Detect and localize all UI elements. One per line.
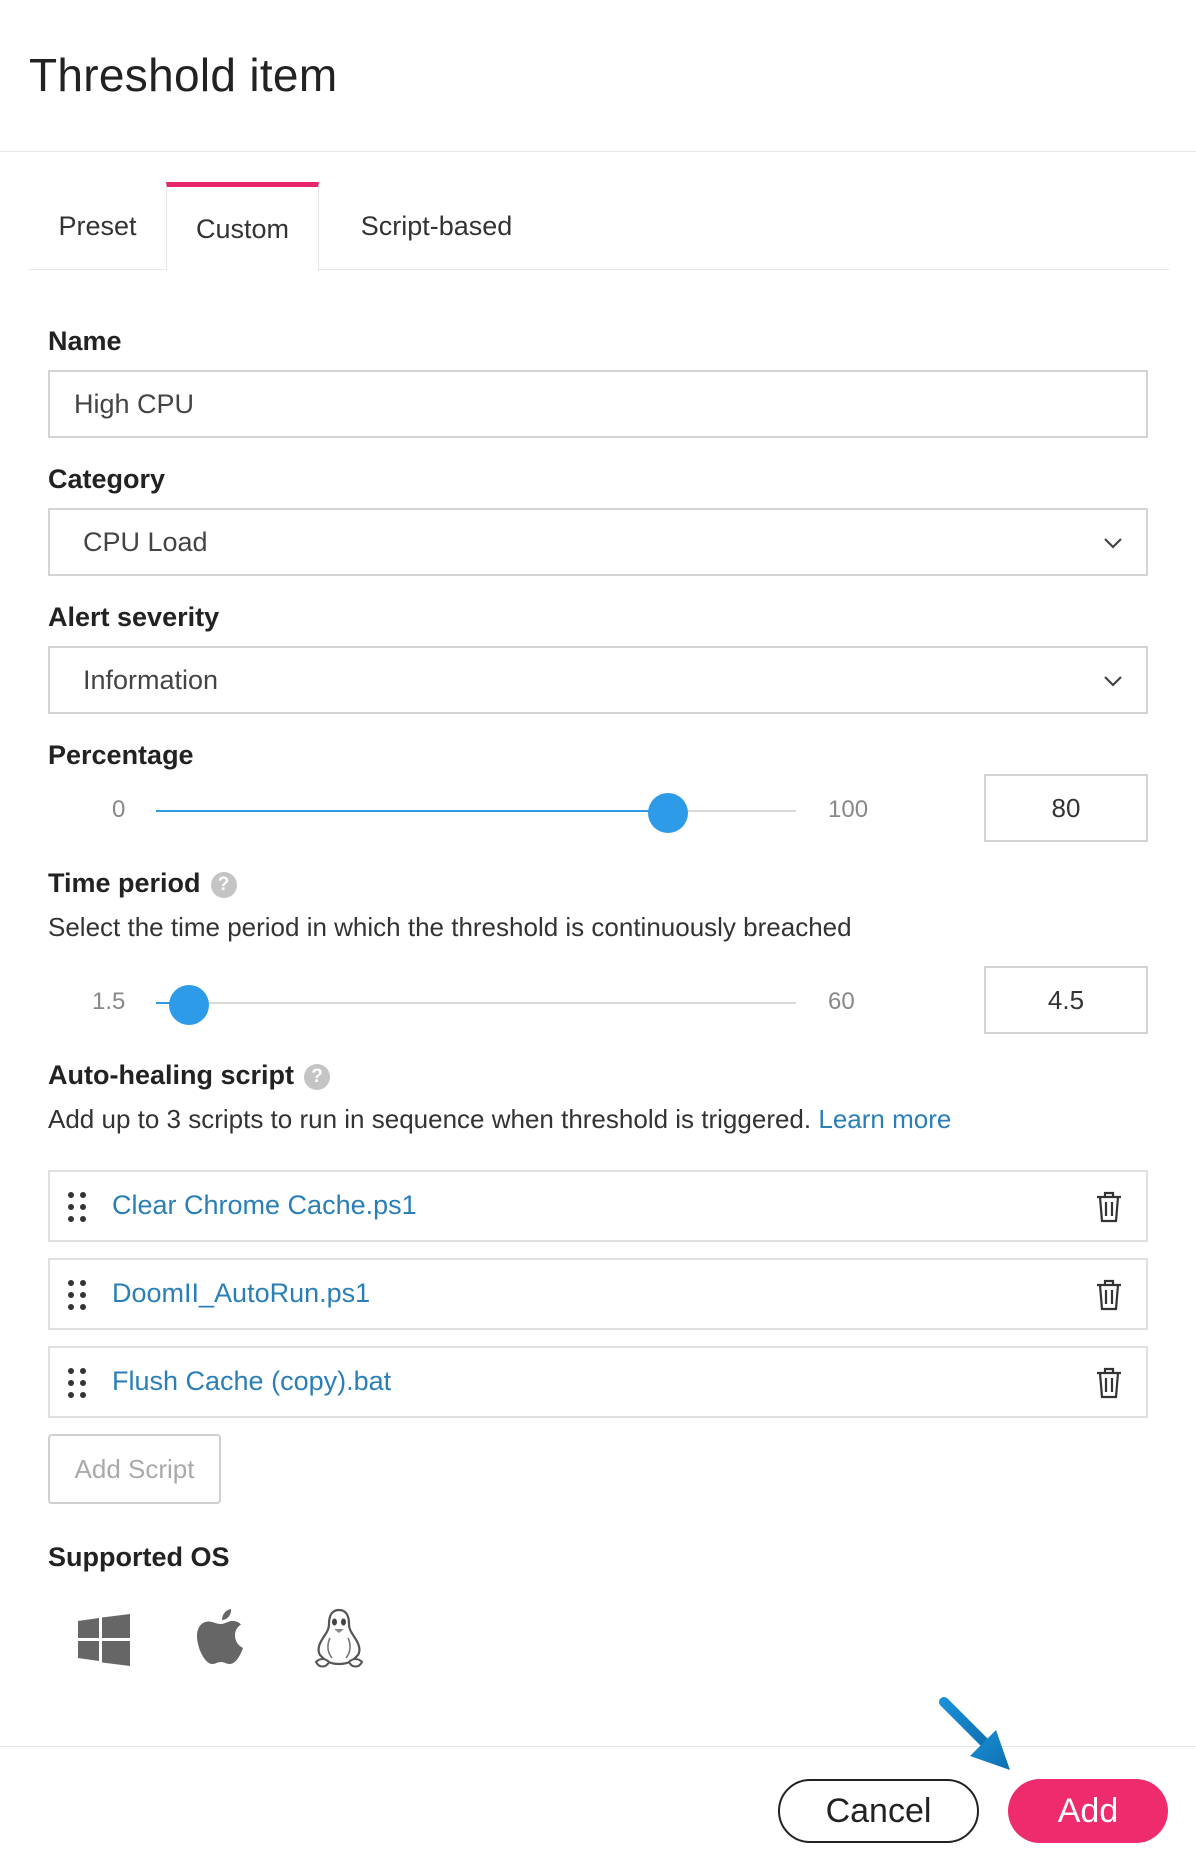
percentage-min-label: 0 [112, 796, 126, 823]
script-item [48, 1258, 1148, 1330]
name-label: Name [48, 326, 122, 356]
script-name-link[interactable]: Clear Chrome Cache.ps1 [112, 1190, 417, 1220]
drag-handle-icon[interactable] [66, 1190, 90, 1224]
learn-more-link[interactable]: Learn more [818, 1104, 952, 1134]
chevron-down-icon [1102, 670, 1124, 692]
add-button[interactable]: Add [1008, 1779, 1168, 1843]
time-period-description: Select the time period in which the threshold is continuously breached [48, 912, 852, 942]
pointer-arrow-icon [930, 1690, 1030, 1790]
add-script-button[interactable]: Add Script [48, 1434, 221, 1504]
percentage-max-label: 100 [828, 796, 869, 823]
time-period-slider-handle[interactable] [169, 985, 209, 1025]
windows-icon[interactable] [76, 1612, 132, 1668]
help-icon[interactable]: ? [304, 1064, 330, 1090]
drag-handle-icon[interactable] [66, 1366, 90, 1400]
percentage-label: Percentage [48, 740, 194, 770]
chevron-down-icon [1102, 532, 1124, 554]
tab-preset[interactable]: Preset [58, 210, 137, 241]
name-input-value: High CPU [74, 388, 195, 419]
trash-icon[interactable] [1094, 1366, 1124, 1400]
auto-healing-label: Auto-healing script [48, 1060, 295, 1090]
tab-custom[interactable]: Custom [166, 182, 319, 271]
time-period-value: 4.5 [1047, 984, 1085, 1015]
time-period-slider-track[interactable] [156, 1002, 796, 1004]
alert-severity-label: Alert severity [48, 602, 220, 632]
help-icon[interactable]: ? [211, 872, 237, 898]
drag-handle-icon[interactable] [66, 1278, 90, 1312]
script-name-link[interactable]: Flush Cache (copy).bat [112, 1366, 392, 1396]
auto-healing-heading [48, 1060, 330, 1091]
time-period-heading [48, 868, 237, 899]
auto-healing-description [48, 1104, 951, 1135]
category-select[interactable] [48, 508, 1148, 576]
dialog-title: Threshold item [29, 49, 338, 101]
script-item [48, 1170, 1148, 1242]
time-period-label: Time period [48, 868, 201, 898]
tab-bar [29, 182, 1169, 270]
tab-script-based[interactable]: Script-based [360, 210, 513, 241]
trash-icon[interactable] [1094, 1278, 1124, 1312]
category-label: Category [48, 464, 166, 494]
time-period-max-label: 60 [828, 988, 855, 1015]
cancel-button[interactable]: Cancel [778, 1779, 979, 1843]
category-select-value: CPU Load [83, 526, 208, 557]
percentage-value-input[interactable] [984, 774, 1148, 842]
script-name-link[interactable]: DoomII_AutoRun.ps1 [112, 1278, 371, 1308]
time-period-value-input[interactable] [984, 966, 1148, 1034]
dialog-header [0, 0, 1196, 152]
percentage-value: 80 [1051, 792, 1081, 823]
supported-os-label: Supported OS [48, 1542, 230, 1572]
alert-severity-select[interactable] [48, 646, 1148, 714]
name-input[interactable] [48, 370, 1148, 438]
trash-icon[interactable] [1094, 1190, 1124, 1224]
script-item [48, 1346, 1148, 1418]
time-period-min-label: 1.5 [92, 988, 126, 1015]
apple-icon[interactable] [196, 1608, 246, 1666]
percentage-slider-fill [156, 810, 668, 812]
linux-icon[interactable] [312, 1608, 366, 1670]
percentage-slider-handle[interactable] [648, 793, 688, 833]
auto-healing-description-text: Add up to 3 scripts to run in sequence when threshold is triggered. [48, 1104, 812, 1134]
alert-severity-select-value: Information [83, 664, 219, 695]
